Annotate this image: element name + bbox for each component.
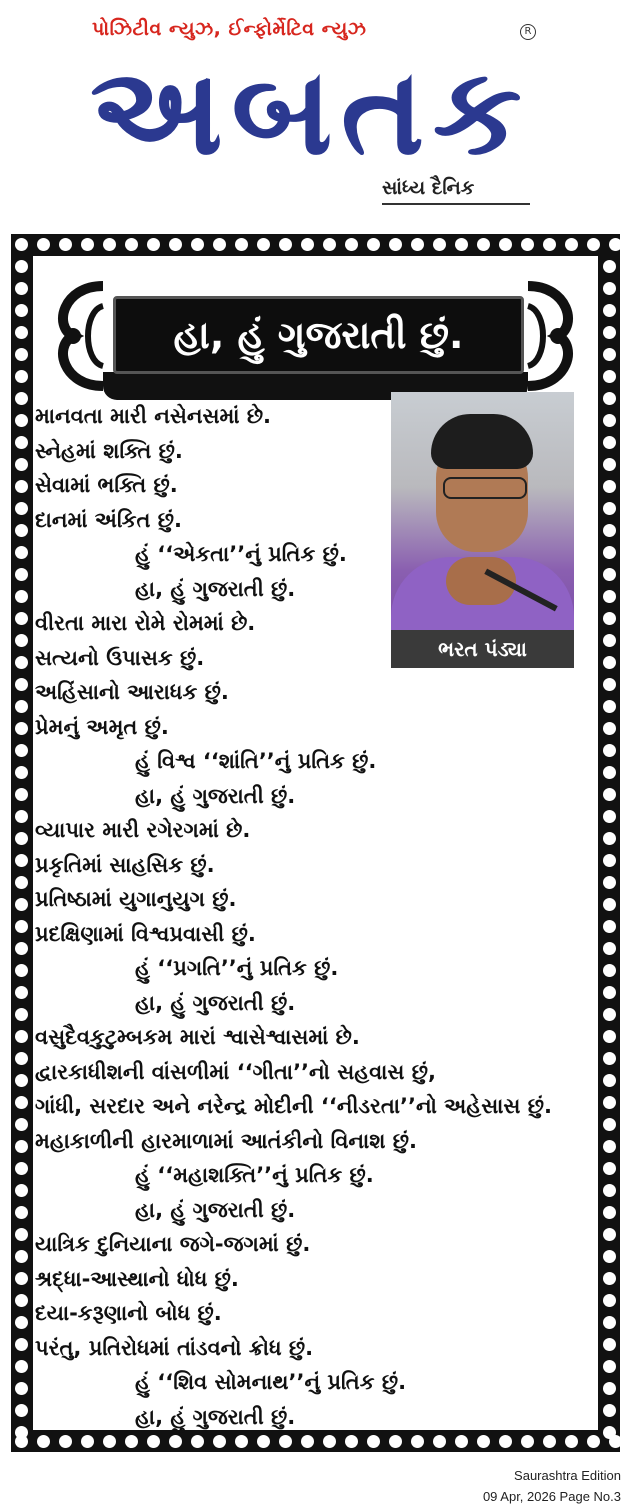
poem-line: હું ‘‘પ્રગતિ’’નું પ્રતિક છું. bbox=[135, 956, 339, 980]
poem-line: પરંતુ, પ્રતિરોધમાં તાંડવનો ક્રોધ છું. bbox=[35, 1335, 314, 1360]
poem-line: મહાકાળીની હારમાળામાં આતંકીનો વિનાશ છું. bbox=[35, 1128, 417, 1153]
poem-line: અહિંસાનો આરાધક છું. bbox=[35, 680, 229, 704]
poem-line: હું ‘‘શિવ સોમનાથ’’નું પ્રતિક છું. bbox=[135, 1370, 407, 1394]
newspaper-logo: અબતક bbox=[90, 43, 531, 182]
poem-line: માનવતા મારી નસેનસમાં છે. bbox=[35, 404, 272, 428]
author-photo bbox=[391, 392, 574, 668]
poem-line: સત્યનો ઉપાસક છું. bbox=[35, 645, 205, 670]
poem-line: સ્નેહમાં શક્તિ છું. bbox=[35, 438, 183, 463]
title-plate bbox=[113, 296, 524, 374]
poem-line: યાત્રિક દુનિયાના જગે-જગમાં છું. bbox=[35, 1232, 311, 1256]
poem-line: દયા-કરૂણાનો બોધ છું. bbox=[35, 1301, 222, 1325]
masthead bbox=[0, 0, 631, 215]
poem-line: પ્રદક્ષિણામાં વિશ્વપ્રવાસી છું. bbox=[35, 921, 256, 946]
article-frame bbox=[11, 234, 620, 1452]
article-title: હા, હું ગુજરાતી છું. bbox=[173, 313, 464, 357]
article-body bbox=[33, 256, 598, 1430]
edition-date-page: 09 Apr, 2026 Page No.3 bbox=[482, 1489, 621, 1504]
poem-line: પ્રકૃતિમાં સાહસિક છું. bbox=[35, 852, 215, 877]
subtitle-underline bbox=[382, 203, 530, 205]
poem-line: હા, હું ગુજરાતી છું. bbox=[135, 1404, 296, 1429]
poem-line: હા, હું ગુજરાતી છું. bbox=[135, 1197, 296, 1222]
poem-line: હા, હું ગુજરાતી છું. bbox=[135, 576, 296, 601]
poem-line: સેવામાં ભક્તિ છું. bbox=[35, 473, 178, 497]
poem-line: ગાંધી, સરદાર અને નરેન્દ્ર મોદીની ‘‘નીડરતા’’નો અહેસાસ છું. bbox=[35, 1094, 552, 1118]
poem-line: હું ‘‘મહાશક્તિ’’નું પ્રતિક છું. bbox=[135, 1163, 374, 1187]
poem-line: વ્યાપાર મારી રગેરગમાં છે. bbox=[35, 818, 251, 842]
poem-line: હું ‘‘એકતા’’નું પ્રતિક છું. bbox=[135, 542, 347, 566]
poem-line: હા, હું ગુજરાતી છું. bbox=[135, 783, 296, 808]
poem-line: હા, હું ગુજરાતી છું. bbox=[135, 990, 296, 1015]
poem-line: દ્વારકાધીશની વાંસળીમાં ‘‘ગીતા’’નો સહવાસ છું, bbox=[35, 1059, 436, 1084]
poem-line: હું વિશ્વ ‘‘શાંતિ’’નું પ્રતિક છું. bbox=[135, 749, 377, 773]
masthead-subtitle: સાંધ્ય દૈનિક bbox=[382, 177, 475, 199]
registered-mark: R bbox=[520, 24, 536, 40]
poem-line: દાનમાં અંકિત છું. bbox=[35, 507, 182, 532]
edition-info bbox=[483, 1465, 621, 1507]
poem-line: વસુદૈવકુટુમ્બકમ મારાં શ્વાસેશ્વાસમાં છે. bbox=[35, 1025, 360, 1049]
author-name: ભરત પંડ્યા bbox=[391, 630, 574, 668]
tagline: પોઝિટીવ ન્યુઝ, ઈન્ફોર્મેટિવ ન્યુઝ bbox=[92, 18, 367, 40]
poem-line: પ્રતિષ્ઠામાં યુગાનુયુગ છું. bbox=[35, 887, 237, 911]
poem-line: શ્રદ્ધા-આસ્થાનો ધોધ છું. bbox=[35, 1266, 239, 1291]
edition-name: Saurashtra Edition bbox=[514, 1468, 621, 1483]
poem-line: વીરતા મારા રોમે રોમમાં છે. bbox=[35, 611, 256, 635]
poem-line: પ્રેમનું અમૃત છું. bbox=[35, 714, 169, 739]
